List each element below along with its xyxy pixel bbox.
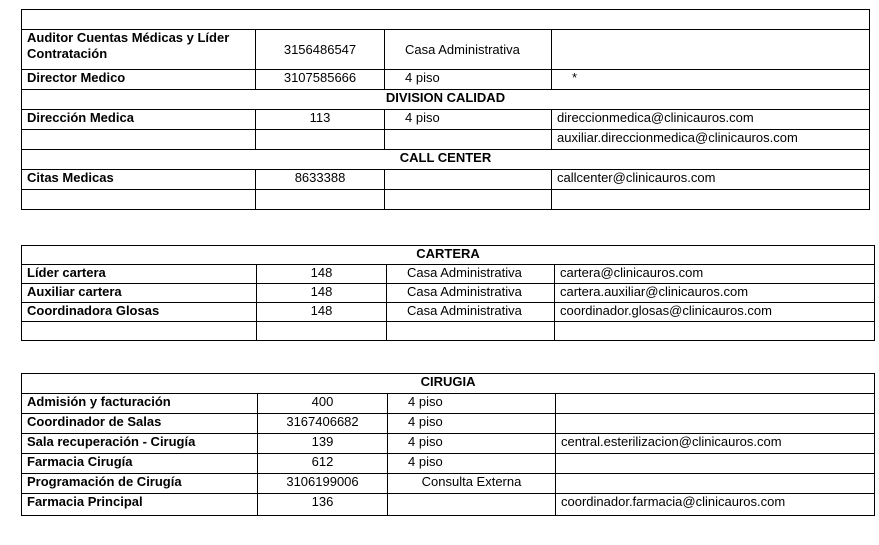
- ext-cell: 612: [258, 454, 388, 474]
- ext-cell: 148: [257, 303, 387, 322]
- location-cell: Casa Administrativa: [387, 265, 555, 284]
- location-cell: [388, 494, 556, 516]
- location-cell: 4 piso: [388, 454, 556, 474]
- ext-cell: 136: [258, 494, 388, 516]
- directory-table-main: [21, 9, 870, 210]
- ext-cell: 139: [258, 434, 388, 454]
- location-cell: 4 piso: [388, 414, 556, 434]
- directory-table-cirugia: [21, 373, 875, 516]
- email-cell: auxiliar.direccionmedica@clinicauros.com: [552, 130, 870, 150]
- location-cell: [385, 130, 552, 150]
- table-row: [22, 30, 870, 70]
- table-row: [22, 70, 870, 90]
- section-header-row: [22, 374, 875, 394]
- section-header-row: [22, 246, 875, 265]
- location-cell: Casa Administrativa: [387, 284, 555, 303]
- ext-cell: [257, 322, 387, 341]
- table-row-empty-top: [22, 10, 870, 30]
- role-cell: Líder cartera: [22, 265, 257, 284]
- location-cell: 4 piso: [385, 70, 552, 90]
- table-row: [22, 110, 870, 130]
- email-cell: callcenter@clinicauros.com: [552, 170, 870, 190]
- role-cell: Auxiliar cartera: [22, 284, 257, 303]
- ext-cell: 3167406682: [258, 414, 388, 434]
- role-cell: [22, 322, 257, 341]
- role-cell: Coordinadora Glosas: [22, 303, 257, 322]
- table-row: [22, 265, 875, 284]
- email-cell: cartera.auxiliar@clinicauros.com: [555, 284, 875, 303]
- email-cell: central.esterilizacion@clinicauros.com: [556, 434, 875, 454]
- email-cell: [556, 414, 875, 434]
- section-header-row: [22, 150, 870, 170]
- role-cell: Auditor Cuentas Médicas y Líder Contratación: [22, 30, 256, 70]
- table-row: [22, 474, 875, 494]
- role-cell: Programación de Cirugía: [22, 474, 258, 494]
- email-cell: [555, 322, 875, 341]
- email-cell: [556, 394, 875, 414]
- table-row: [22, 190, 870, 210]
- table-row: [22, 394, 875, 414]
- email-cell: direccionmedica@clinicauros.com: [552, 110, 870, 130]
- table-row: [22, 414, 875, 434]
- table-row: [22, 434, 875, 454]
- email-cell: *: [552, 70, 870, 90]
- email-cell: cartera@clinicauros.com: [555, 265, 875, 284]
- location-cell: [385, 170, 552, 190]
- section-title-call-center: CALL CENTER: [22, 150, 870, 170]
- email-cell: coordinador.farmacia@clinicauros.com: [556, 494, 875, 516]
- ext-cell: 148: [257, 265, 387, 284]
- empty-cell: [22, 10, 870, 30]
- email-cell: coordinador.glosas@clinicauros.com: [555, 303, 875, 322]
- role-cell: [22, 190, 256, 210]
- email-cell: [556, 454, 875, 474]
- location-cell: Casa Administrativa: [387, 303, 555, 322]
- role-cell: Citas Medicas: [22, 170, 256, 190]
- role-cell: Farmacia Cirugía: [22, 454, 258, 474]
- ext-cell: 148: [257, 284, 387, 303]
- location-cell: [385, 190, 552, 210]
- ext-cell: 3106199006: [258, 474, 388, 494]
- section-title-cirugia: CIRUGIA: [22, 374, 875, 394]
- location-cell: 4 piso: [388, 394, 556, 414]
- ext-cell: [256, 190, 385, 210]
- role-cell: Admisión y facturación: [22, 394, 258, 414]
- table-row: [22, 284, 875, 303]
- section-title-cartera: CARTERA: [22, 246, 875, 265]
- directory-table-cartera: [21, 245, 875, 341]
- table-row: [22, 130, 870, 150]
- location-cell: 4 piso: [385, 110, 552, 130]
- ext-cell: 3156486547: [256, 30, 385, 70]
- role-cell: Coordinador de Salas: [22, 414, 258, 434]
- role-cell: Farmacia Principal: [22, 494, 258, 516]
- ext-cell: 400: [258, 394, 388, 414]
- location-cell: Casa Administrativa: [385, 30, 552, 70]
- section-title-calidad: DIVISION CALIDAD: [22, 90, 870, 110]
- location-cell: [387, 322, 555, 341]
- role-cell: [22, 130, 256, 150]
- location-cell: Consulta Externa: [388, 474, 556, 494]
- ext-cell: 8633388: [256, 170, 385, 190]
- role-cell: Director Medico: [22, 70, 256, 90]
- section-header-row: [22, 90, 870, 110]
- table-row: [22, 170, 870, 190]
- table-row: [22, 494, 875, 516]
- email-cell: [556, 474, 875, 494]
- table-row: [22, 303, 875, 322]
- location-cell: 4 piso: [388, 434, 556, 454]
- role-cell: Sala recuperación - Cirugía: [22, 434, 258, 454]
- ext-cell: 3107585666: [256, 70, 385, 90]
- ext-cell: 113: [256, 110, 385, 130]
- table-row: [22, 322, 875, 341]
- role-cell: Dirección Medica: [22, 110, 256, 130]
- email-cell: [552, 30, 870, 70]
- ext-cell: [256, 130, 385, 150]
- email-cell: [552, 190, 870, 210]
- table-row: [22, 454, 875, 474]
